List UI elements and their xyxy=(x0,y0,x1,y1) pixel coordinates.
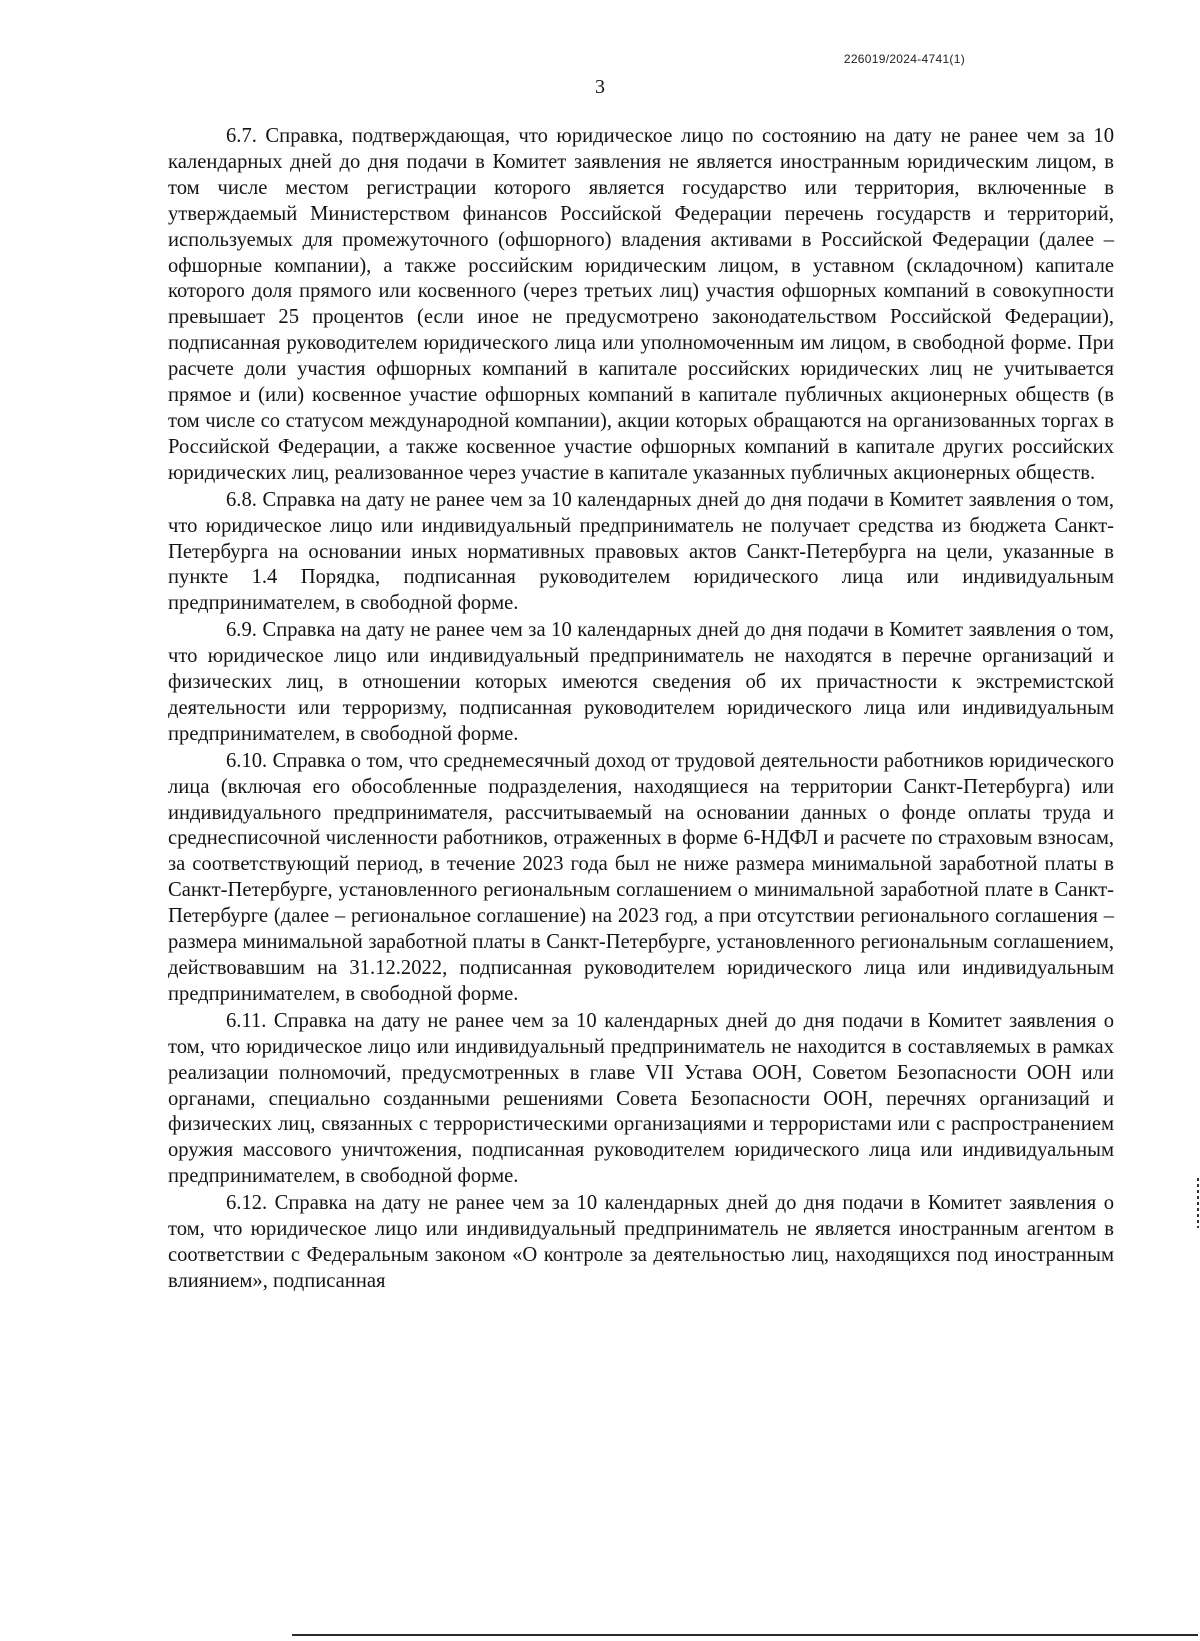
scan-bottom-edge xyxy=(292,1634,1198,1636)
paragraph-6-11: 6.11. Справка на дату не ранее чем за 10 календарных дней до дня подачи в Комитет заявления о том, что юридическое лицо или индивидуальный предприниматель не находится в составляемых в рамках реализации полномочий, предусмотренных в главе VII Устава ООН, Советом Безопасности ООН или органами, специально созданными решениями Совета Безопасности ООН, перечнях организаций и физических лиц, связанных с террористическими организациями и террористами или с распространением оружия массового уничтожения, подписанная руководителем юридического лица или индивидуальным предпринимателем, в свободной форме. xyxy=(168,1009,1114,1188)
page-number: 3 xyxy=(595,76,605,98)
paragraph-6-7: 6.7. Справка, подтверждающая, что юридическое лицо по состоянию на дату не ранее чем за 10 календарных дней до дня подачи в Комитет заявления не является иностранным юридическим лицом, в том числе местом регистрации которого является государство или территория, включенные в утверждаемый Министерством финансов Российской Федерации перечень государств и территорий, используемых для промежуточного (офшорного) владения активами в Российской Федерации (далее – офшорные компании), а также российским юридическим лицом, в уставном (складочном) капитале которого доля прямого или косвенного (через третьих лиц) участия офшорных компаний в совокупности превышает 25 процентов (если иное не предусмотрено законодательством Российской Федерации), подписанная руководителем юридического лица или уполномоченным им лицом, в свободной форме. При расчете доли участия офшорных компаний в капитале российских юридических лиц не учитывается прямое и (или) косвенное участие офшорных компаний в капитале публичных акционерных обществ (в том числе со статусом международной компании), акции которых обращаются на организованных торгах в Российской Федерации, а также косвенное участие офшорных компаний в капитале других российских юридических лиц, реализованное через участие в капитале указанных публичных акционерных обществ. xyxy=(168,125,1114,484)
scan-edge-mark xyxy=(1197,1178,1199,1228)
document-body xyxy=(168,124,1114,1295)
paragraph-6-10: 6.10. Справка о том, что среднемесячный доход от трудовой деятельности работников юридического лица (включая его обособленные подразделения, находящиеся на территории Санкт-Петербурга) или индивидуального предпринимателя, рассчитываемый на основании данных о фонде оплаты труда и среднесписочной численности работников, отраженных в форме 6-НДФЛ и расчете по страховым взносам, за соответствующий период, в течение 2023 года был не ниже размера минимальной заработной платы в Санкт-Петербурге, установленного региональным соглашением о минимальной заработной плате в Санкт-Петербурге (далее – региональное соглашение) на 2023 год, а при отсутствии регионального соглашения – размера минимальной заработной платы в Санкт-Петербурге, установленного региональным соглашением, действовавшим на 31.12.2022, подписанная руководителем юридического лица или индивидуальным предпринимателем, в свободной форме. xyxy=(168,749,1114,1005)
paragraph-6-12: 6.12. Справка на дату не ранее чем за 10 календарных дней до дня подачи в Комитет заявления о том, что юридическое лицо или индивидуальный предприниматель не является иностранным агентом в соответствии с Федеральным законом «О контроле за деятельностью лиц, находящихся под иностранным влиянием», подписанная xyxy=(168,1192,1114,1292)
paragraph-6-9: 6.9. Справка на дату не ранее чем за 10 календарных дней до дня подачи в Комитет заявления о том, что юридическое лицо или индивидуальный предприниматель не находятся в перечне организаций и физических лиц, в отношении которых имеются сведения об их причастности к экстремистской деятельности или терроризму, подписанная руководителем юридического лица или индивидуальным предпринимателем, в свободной форме. xyxy=(168,619,1114,745)
paragraph-6-8: 6.8. Справка на дату не ранее чем за 10 календарных дней до дня подачи в Комитет заявления о том, что юридическое лицо или индивидуальный предприниматель не получает средства из бюджета Санкт-Петербурга на основании иных нормативных правовых актов Санкт-Петербурга на цели, указанные в пункте 1.4 Порядка, подписанная руководителем юридического лица или индивидуальным предпринимателем, в свободной форме. xyxy=(168,488,1114,615)
document-registration-number: 226019/2024-4741(1) xyxy=(843,52,965,66)
